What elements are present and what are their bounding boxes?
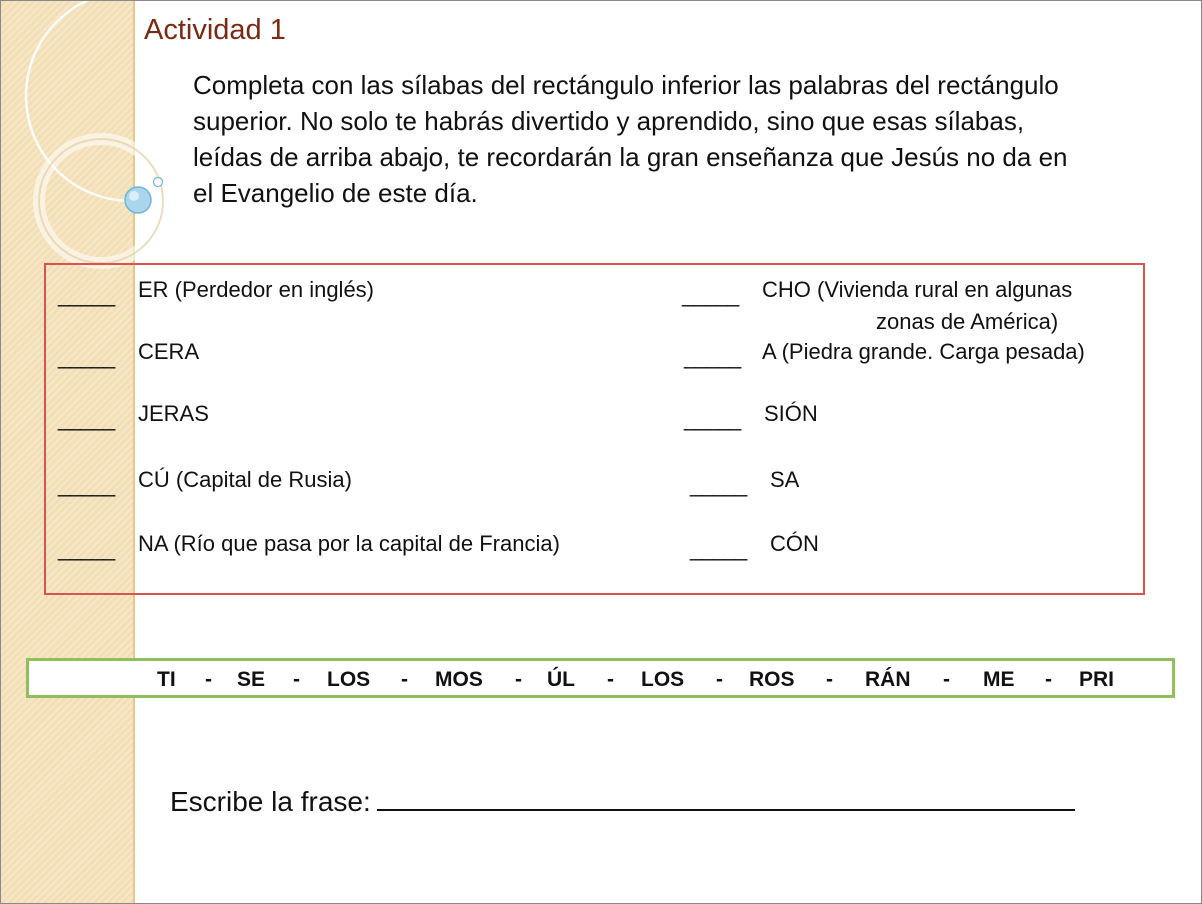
blank-line[interactable]: _____: [58, 406, 115, 431]
syllable: SE: [237, 668, 266, 691]
word-clue: SA: [770, 467, 800, 492]
separator: -: [943, 668, 950, 691]
word-clue: CÓN: [770, 531, 819, 556]
separator: -: [826, 668, 833, 691]
blank-line[interactable]: _____: [58, 344, 115, 369]
word-clue: CÚ (Capital de Rusia): [138, 467, 352, 492]
words-box: [44, 263, 1145, 595]
blank-line[interactable]: _____: [690, 472, 747, 497]
word-clue: JERAS: [138, 401, 209, 426]
separator: -: [401, 668, 408, 691]
separator: -: [205, 668, 212, 691]
blank-line[interactable]: _____: [58, 536, 115, 561]
blank-line[interactable]: _____: [682, 282, 739, 307]
blank-line[interactable]: _____: [690, 536, 747, 561]
syllable: RÁN: [865, 668, 911, 691]
blank-line[interactable]: _____: [684, 344, 741, 369]
blank-line[interactable]: _____: [684, 406, 741, 431]
word-clue: ER (Perdedor en inglés): [138, 277, 375, 302]
word-clue: A (Piedra grande. Carga pesada): [762, 339, 1085, 364]
separator: -: [1045, 668, 1052, 691]
instructions-text: Completa con las sílabas del rectángulo inferior las palabras del rectángulo superior. No solo te habrás divertido y aprendido, sino que esas sílabas, leídas de arriba abajo, te recordarán la gran enseñanza que Jesús no da en el Evangelio de este día.: [193, 70, 1068, 208]
word-clue: CERA: [138, 339, 200, 364]
word-clue: CHO (Vivienda rural en algunas: [762, 277, 1073, 302]
blank-line[interactable]: _____: [58, 282, 115, 307]
blank-line[interactable]: _____: [58, 472, 115, 497]
word-clue: SIÓN: [764, 401, 818, 426]
separator: -: [293, 668, 300, 691]
syllable: ME: [983, 668, 1015, 691]
syllable-bank: [26, 658, 1175, 698]
syllable: TI: [157, 668, 176, 691]
phrase-answer-line[interactable]: [377, 783, 1075, 811]
syllable: ÚL: [547, 668, 575, 691]
separator: -: [515, 668, 522, 691]
syllable: LOS: [641, 668, 685, 691]
word-clue: NA (Río que pasa por la capital de Francia): [138, 531, 560, 556]
separator: -: [607, 668, 614, 691]
phrase-row: [170, 783, 1075, 818]
syllable: ROS: [749, 668, 795, 691]
phrase-label: Escribe la frase:: [170, 786, 371, 817]
slide-title: Actividad 1: [144, 14, 286, 46]
syllable: LOS: [327, 668, 371, 691]
word-clue-continued: zonas de América): [876, 309, 1059, 334]
syllable: MOS: [435, 668, 483, 691]
syllable: PRI: [1079, 668, 1115, 691]
separator: -: [716, 668, 723, 691]
